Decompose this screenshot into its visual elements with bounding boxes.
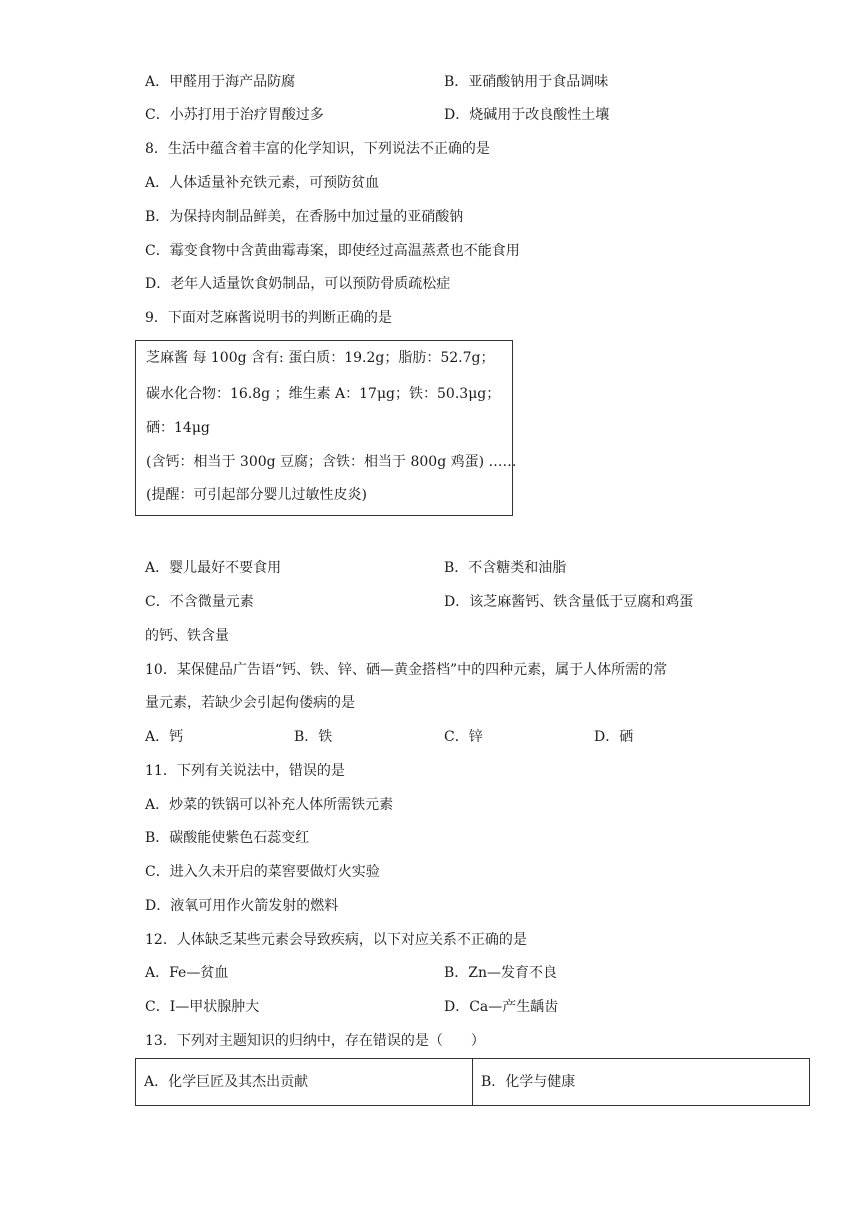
q13-table-header-b: B．化学与健康 — [472, 1059, 809, 1105]
q8-option-a[interactable]: A．人体适量补充铁元素，可预防贫血 — [145, 175, 380, 191]
q11-option-a[interactable]: A．炒菜的铁锅可以补充人体所需铁元素 — [145, 797, 394, 813]
q10-option-d[interactable]: D．硒 — [594, 729, 634, 745]
q13-stem: 13．下列对主题知识的归纳中，存在错误的是（ ） — [145, 1033, 485, 1049]
q12-option-b[interactable]: B．Zn—发育不良 — [444, 965, 558, 981]
q9-option-d-continued: 的钙、铁含量 — [145, 628, 229, 644]
q11-option-d[interactable]: D．液氧可用作火箭发射的燃料 — [145, 898, 339, 914]
label-line-4: (含钙：相当于 300g 豆腐；含铁：相当于 800g 鸡蛋) …… — [146, 454, 517, 470]
q10-option-a[interactable]: A．钙 — [145, 729, 184, 745]
q11-option-b[interactable]: B．碳酸能使紫色石蕊变红 — [145, 830, 310, 846]
q9-stem: 9．下面对芝麻酱说明书的判断正确的是 — [145, 310, 392, 326]
q11-option-c[interactable]: C．进入久未开启的菜窖要做灯火实验 — [145, 864, 380, 880]
label-line-3: 硒：14μg — [146, 420, 210, 436]
q7-option-a[interactable]: A．甲醛用于海产品防腐 — [145, 74, 296, 90]
label-line-5: (提醒：可引起部分婴儿过敏性皮炎) — [146, 487, 367, 503]
q7-option-d[interactable]: D．烧碱用于改良酸性土壤 — [444, 107, 610, 123]
q12-option-c[interactable]: C．I—甲状腺肿大 — [145, 999, 260, 1015]
label-line-2: 碳水化合物：16.8g ；维生素 A：17μg；铁：50.3μg； — [146, 386, 501, 402]
q8-option-d[interactable]: D．老年人适量饮食奶制品，可以预防骨质疏松症 — [145, 276, 451, 292]
sesame-paste-label-box — [135, 340, 517, 516]
q12-option-a[interactable]: A．Fe—贫血 — [145, 965, 229, 981]
q9-option-c[interactable]: C．不含微量元素 — [145, 594, 254, 610]
q8-option-c[interactable]: C．霉变食物中含黄曲霉毒案，即使经过高温蒸煮也不能食用 — [145, 243, 520, 259]
q10-stem-line-2: 量元素，若缺少会引起佝偻病的是 — [145, 695, 355, 711]
q7-option-b[interactable]: B．亚硝酸钠用于食品调味 — [444, 74, 609, 90]
q10-option-c[interactable]: C．锌 — [444, 729, 483, 745]
q10-option-b[interactable]: B．铁 — [294, 729, 333, 745]
q13-table-header-a: A．化学巨匠及其杰出贡献 — [144, 1074, 309, 1090]
label-line-1: 芝麻酱 每 100g 含有: 蛋白质：19.2g；脂肪：52.7g； — [146, 350, 495, 366]
q12-stem: 12．人体缺乏某些元素会导致疾病，以下对应关系不正确的是 — [145, 932, 527, 948]
q13-table — [135, 1058, 810, 1106]
q8-option-b[interactable]: B．为保持肉制品鲜美，在香肠中加过量的亚硝酸钠 — [145, 209, 464, 225]
q9-option-b[interactable]: B．不含糖类和油脂 — [444, 560, 567, 576]
q10-stem-line-1: 10．某保健品广告语“钙、铁、锌、硒—黄金搭档”中的四种元素，属于人体所需的常 — [145, 662, 668, 678]
q9-option-a[interactable]: A．婴儿最好不要食用 — [145, 560, 282, 576]
q9-option-d[interactable]: D．该芝麻酱钙、铁含量低于豆腐和鸡蛋 — [444, 594, 694, 610]
q8-stem: 8．生活中蕴含着丰富的化学知识，下列说法不正确的是 — [145, 141, 490, 157]
q11-stem: 11．下列有关说法中，错误的是 — [145, 763, 345, 779]
q7-option-c[interactable]: C．小苏打用于治疗胃酸过多 — [145, 107, 324, 123]
q12-option-d[interactable]: D．Ca—产生龋齿 — [444, 999, 559, 1015]
